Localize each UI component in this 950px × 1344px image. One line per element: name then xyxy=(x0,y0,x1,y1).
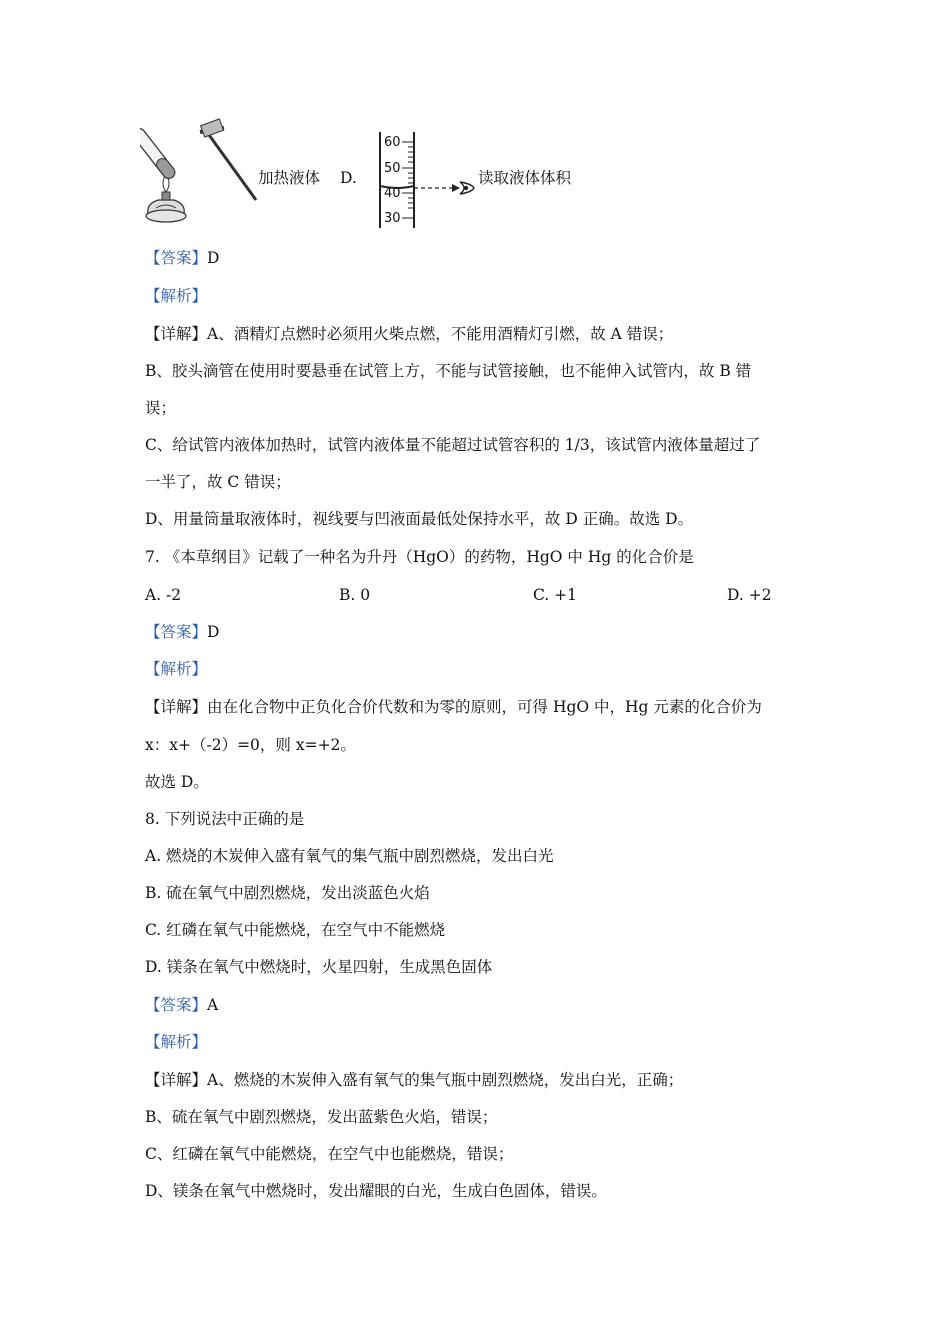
q7-option-b: B. 0 xyxy=(339,586,371,604)
detail-tag: 【详解】 xyxy=(145,325,208,343)
q6-detail-line-6: D、用量筒量取液体时，视线要与凹液面最低处保持水平，故 D 正确。故选 D。 xyxy=(145,510,694,528)
q8-option-b: B. 硫在氧气中剧烈燃烧，发出淡蓝色火焰 xyxy=(145,884,430,902)
q7-option-c: C. +1 xyxy=(533,586,578,604)
q6-detail-line-5: 一半了，故 C 错误； xyxy=(145,473,291,491)
answer-tag: 【答案】 xyxy=(145,249,208,267)
q8-detail-line-3: C、红磷在氧气中能燃烧，在空气中也能燃烧，错误； xyxy=(145,1145,514,1163)
q6-analysis-tag: 【解析】 xyxy=(145,287,208,305)
heating-liquid-figure xyxy=(140,118,265,230)
q8-stem: 8. 下列说法中正确的是 xyxy=(145,810,305,828)
q6-answer-line xyxy=(145,248,219,268)
cylinder-tick-30: 30 xyxy=(384,211,401,226)
q6-detail-line-3: 误； xyxy=(145,399,177,417)
detail-tag: 【详解】 xyxy=(145,698,208,716)
q8-option-d: D. 镁条在氧气中燃烧时，火星四射，生成黑色固体 xyxy=(145,958,493,976)
answer-tag: 【答案】 xyxy=(145,996,208,1014)
q7-conclusion: 故选 D。 xyxy=(145,773,209,791)
option-d-prefix: D. xyxy=(340,169,357,187)
cylinder-tick-60: 60 xyxy=(384,135,401,150)
q8-detail-line-2: B、硫在氧气中剧烈燃烧，发出蓝紫色火焰，错误； xyxy=(145,1108,498,1126)
cylinder-tick-50: 50 xyxy=(384,161,401,176)
q6-detail-text: A、酒精灯点燃时必须用火柴点燃，不能用酒精灯引燃，故 A 错误； xyxy=(207,325,674,343)
q8-detail-line-1 xyxy=(145,1070,683,1090)
q6-answer: D xyxy=(207,249,220,267)
q8-answer-line xyxy=(145,995,218,1015)
q7-detail-line-2: x：x+（-2）=0，则 x=+2。 xyxy=(145,736,356,754)
answer-tag: 【答案】 xyxy=(145,623,208,641)
q7-answer: D xyxy=(207,623,220,641)
q7-option-d: D. +2 xyxy=(727,586,772,604)
q8-answer: A xyxy=(207,996,219,1014)
q7-answer-line xyxy=(145,622,219,642)
q7-option-a: A. -2 xyxy=(145,586,182,604)
reading-volume-label: 读取液体体积 xyxy=(478,169,572,187)
q8-detail-line-4: D、镁条在氧气中燃烧时，发出耀眼的白光，生成白色固体，错误。 xyxy=(145,1182,607,1200)
q6-detail-line-2: B、胶头滴管在使用时要悬垂在试管上方，不能与试管接触，也不能伸入试管内，故 B 错 xyxy=(145,362,752,380)
q8-option-c: C. 红磷在氧气中能燃烧，在空气中不能燃烧 xyxy=(145,921,446,939)
q8-option-a: A. 燃烧的木炭伸入盛有氧气的集气瓶中剧烈燃烧，发出白光 xyxy=(145,847,554,865)
q7-detail-text: 由在化合物中正负化合价代数和为零的原则，可得 HgO 中，Hg 元素的化合价为 xyxy=(207,698,762,716)
q8-analysis-tag: 【解析】 xyxy=(145,1033,208,1051)
heating-liquid-label: 加热液体 xyxy=(258,169,321,187)
q7-detail-line-1 xyxy=(145,697,762,717)
q7-analysis-tag: 【解析】 xyxy=(145,660,208,678)
cylinder-tick-40: 40 xyxy=(384,186,401,201)
q7-stem: 7. 《本草纲目》记载了一种名为升丹（HgO）的药物，HgO 中 Hg 的化合价是 xyxy=(145,548,694,566)
detail-tag: 【详解】 xyxy=(145,1071,208,1089)
q6-detail-line-1 xyxy=(145,324,673,344)
q6-detail-line-4: C、给试管内液体加热时，试管内液体量不能超过试管容积的 1/3，该试管内液体量超过了 xyxy=(145,436,761,454)
q8-detail-text: A、燃烧的木炭伸入盛有氧气的集气瓶中剧烈燃烧，发出白光，正确； xyxy=(207,1071,684,1089)
